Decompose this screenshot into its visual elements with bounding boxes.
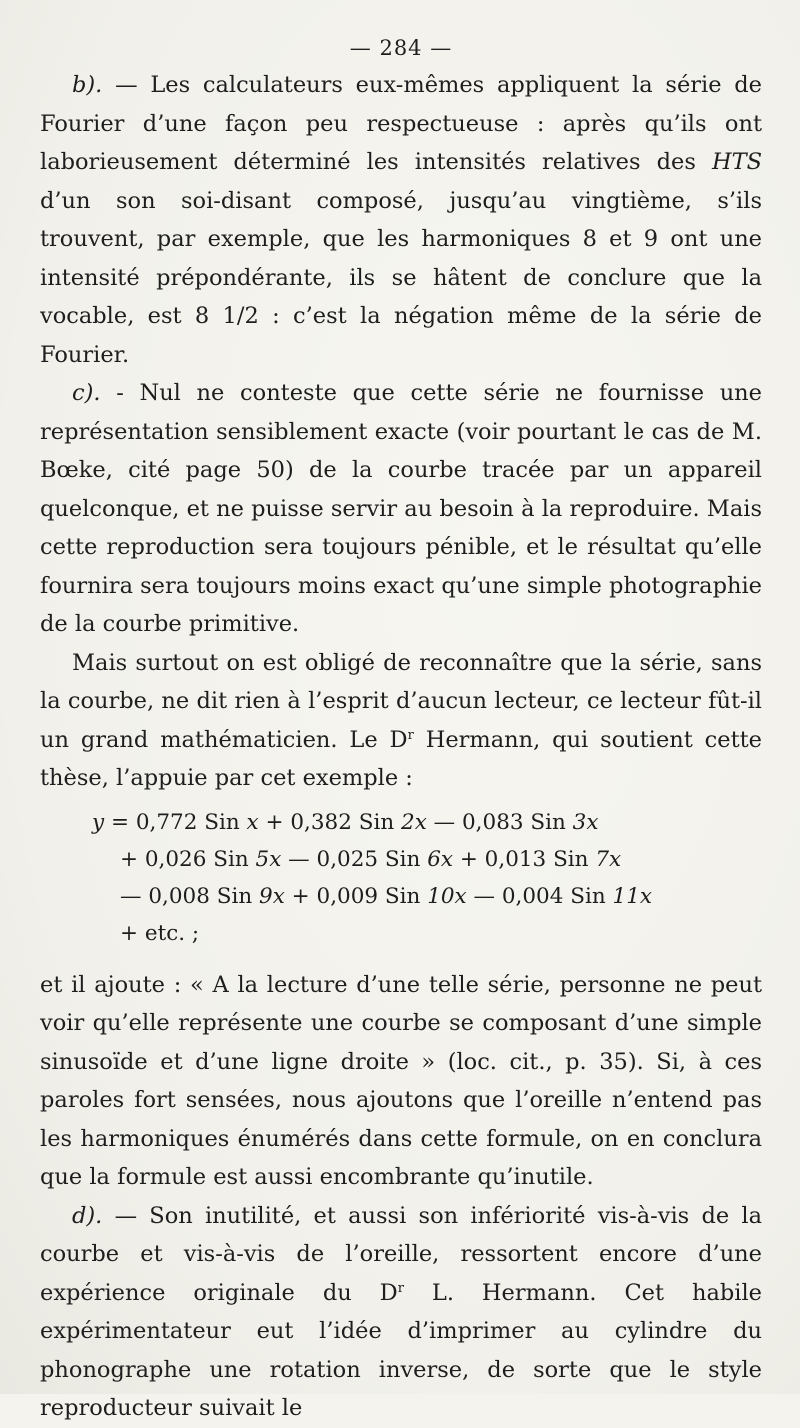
formula-argument: 5x — [255, 846, 282, 872]
paragraph-after-text: et il ajoute : « A la lecture d’une telle série, personne ne peut voir qu’elle représente une courbe se composant d’une simple sinusoïde et d’une ligne droite » (loc. cit., p. 35). Si, à ces paroles fort sensées, nous ajoutons que l’oreille n’entend pas les harmoniques énumérés dans cette formule, on en conclura que la formule est aussi encombrante qu’inutile. — [40, 971, 762, 1190]
formula-term: + 0,382 Sin — [258, 809, 402, 835]
formula-argument: 11x — [612, 883, 652, 909]
paragraph-after-formula — [40, 966, 762, 1197]
formula-line-2 — [40, 841, 762, 878]
formula-argument: x — [246, 809, 259, 835]
formula-term: + 0,009 Sin — [284, 883, 428, 909]
formula-argument: 10x — [427, 883, 467, 909]
paragraph-mais — [40, 644, 762, 798]
paragraph-b — [40, 66, 762, 374]
formula-argument: 3x — [572, 809, 599, 835]
formula-line-3 — [40, 878, 762, 915]
paragraph-b-text-2: d’un son soi-disant composé, jusqu’au vingtième, s’ils trouvent, par exemple, que les harmoniques 8 et 9 ont une intensité prépondérante, ils se hâtent de conclure que la vocable, est 8 1/2 : c’est la négation même de la série de Fourier. — [40, 187, 762, 368]
paragraph-mais-text-1: Mais surtout on est obligé de reconnaître que la série, sans la courbe, ne dit rien à l’esprit d’aucun lecteur, ce lecteur fût-il un grand mathématicien. Le D — [40, 649, 762, 753]
paragraph-marker-c: c). — [72, 380, 101, 406]
formula-term: — 0,025 Sin — [281, 846, 428, 872]
superscript-r: r — [407, 727, 414, 743]
paragraph-marker-b: b). — [72, 72, 103, 98]
paragraph-d — [40, 1197, 762, 1428]
paragraph-d-text-1: — Son inutilité, et aussi son infériorité vis-à-vis de la courbe et vis-à-vis de l’oreille, ressortent encore d’une expérience originale du D — [40, 1202, 762, 1306]
page-number: — 284 — — [349, 36, 453, 60]
paragraph-c — [40, 374, 762, 644]
paragraph-marker-d: d). — [72, 1202, 103, 1229]
hts-abbreviation: HTS — [711, 149, 762, 175]
formula-variable: y — [92, 809, 105, 835]
formula-argument: 9x — [259, 883, 285, 909]
formula-argument: 7x — [595, 846, 622, 872]
formula-term: — 0,004 Sin — [466, 883, 613, 909]
paragraph-b-text-1: — Les calculateurs eux-mêmes appliquent la série de Fourier d’une façon peu respectueuse : après qu’ils ont laborieusement déterminé les intensités relatives des — [40, 72, 762, 175]
paragraph-mais-text-2: Hermann, qui soutient cette thèse, l’appuie par cet exemple : — [40, 726, 762, 791]
formula-term: — 0,008 Sin — [120, 883, 260, 909]
formula-line-4 — [40, 915, 762, 952]
superscript-r: r — [397, 1280, 404, 1296]
formula-term: + 0,026 Sin — [120, 846, 256, 872]
paragraph-c-text: - Nul ne conteste que cette série ne fournisse une représentation sensiblement exacte (voir pourtant le cas de M. Bœke, cité page 50) de la courbe tracée par un appareil quelconque, et ne puisse servir au besoin à la reproduire. Mais cette reproduction sera toujours pénible, et le résultat qu’elle fournira sera toujours moins exact qu’une simple photographie de la courbe primitive. — [40, 380, 762, 637]
formula-term: = 0,772 Sin — [104, 809, 247, 835]
formula-term: — 0,083 Sin — [426, 809, 573, 835]
formula-term: + etc. ; — [120, 920, 200, 946]
paragraph-d-text-2: L. Hermann. Cet habile expérimentateur eut l’idée d’imprimer au cylindre du phonographe une rotation inverse, de sorte que le style reproducteur suivait le — [40, 1279, 762, 1421]
formula-argument: 6x — [427, 846, 453, 872]
formula-argument: 2x — [401, 809, 427, 835]
fourier-formula — [40, 804, 762, 952]
formula-term: + 0,013 Sin — [453, 846, 596, 872]
formula-line-1 — [40, 804, 762, 841]
